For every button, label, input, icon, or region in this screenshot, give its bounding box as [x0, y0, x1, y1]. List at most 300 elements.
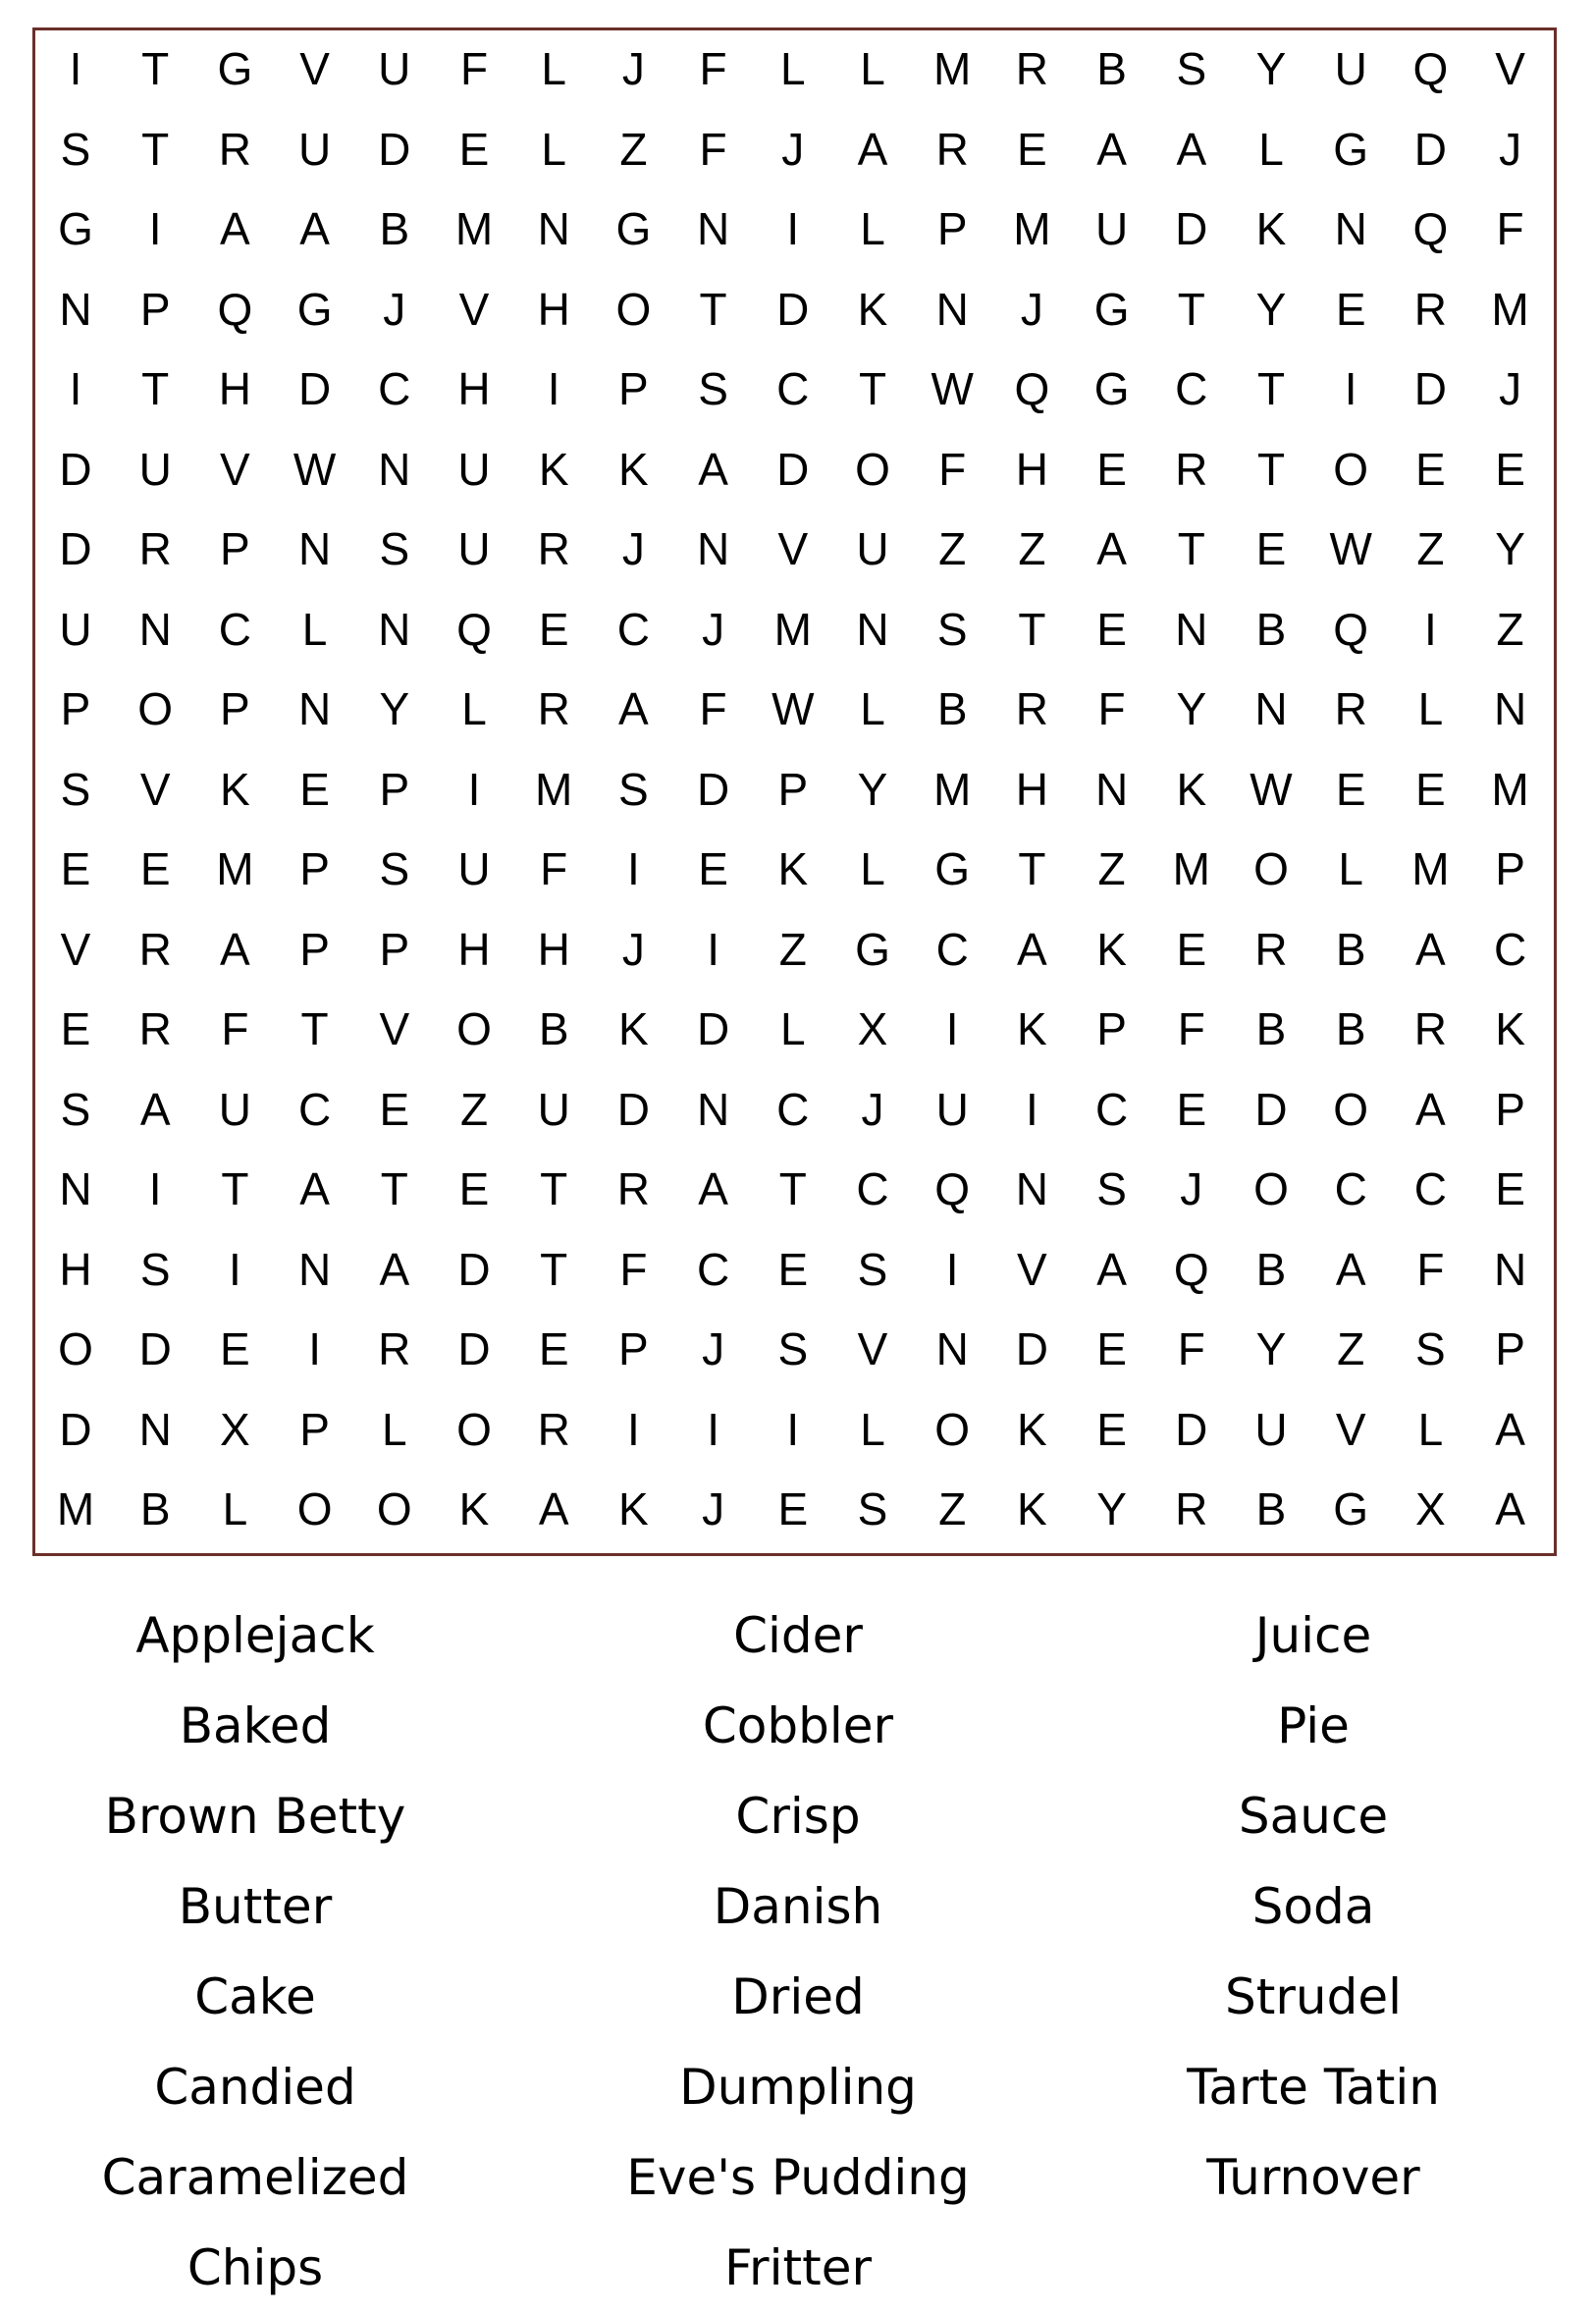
grid-letter[interactable]: O [376, 1483, 412, 1534]
grid-letter[interactable]: K [1017, 1403, 1047, 1455]
grid-letter[interactable]: K [1176, 763, 1207, 815]
grid-letter[interactable]: N [138, 1403, 172, 1455]
grid-letter[interactable]: A [618, 683, 649, 734]
grid-letter[interactable]: R [1175, 1483, 1208, 1534]
grid-letter[interactable]: N [297, 523, 332, 574]
grid-letter[interactable]: S [379, 523, 410, 574]
grid-letter[interactable]: T [699, 283, 727, 335]
grid-letter[interactable]: T [1177, 283, 1205, 335]
grid-letter[interactable]: H [1015, 443, 1048, 495]
grid-letter[interactable]: H [59, 1243, 92, 1295]
grid-letter[interactable]: E [1096, 1403, 1127, 1455]
grid-letter[interactable]: E [458, 123, 490, 175]
grid-letter[interactable]: F [540, 843, 568, 894]
grid-letter[interactable]: K [618, 1003, 649, 1054]
grid-letter[interactable]: P [1495, 1323, 1525, 1374]
grid-letter[interactable]: Z [1337, 1323, 1365, 1374]
grid-letter[interactable]: E [1495, 1163, 1525, 1214]
grid-letter[interactable]: K [1017, 1003, 1047, 1054]
grid-letter[interactable]: T [1256, 443, 1286, 495]
grid-letter[interactable]: K [1255, 203, 1287, 254]
grid-letter[interactable]: T [221, 1163, 249, 1214]
grid-letter[interactable]: P [1495, 1083, 1525, 1135]
grid-letter[interactable]: L [1417, 683, 1444, 734]
grid-letter[interactable]: V [220, 443, 250, 495]
grid-letter[interactable]: A [698, 1163, 728, 1214]
grid-letter[interactable]: Y [1255, 283, 1287, 335]
grid-letter[interactable]: I [945, 1243, 959, 1295]
grid-letter[interactable]: A [1415, 1083, 1446, 1135]
grid-letter[interactable]: C [1493, 923, 1527, 975]
grid-letter[interactable]: C [856, 1163, 889, 1214]
grid-letter[interactable]: S [60, 763, 91, 815]
grid-letter[interactable]: A [1096, 523, 1127, 574]
grid-letter[interactable]: I [1026, 1083, 1038, 1135]
grid-letter[interactable]: R [1015, 683, 1048, 734]
grid-letter[interactable]: Z [1416, 523, 1445, 574]
grid-letter[interactable]: J [702, 1323, 725, 1374]
grid-letter[interactable]: S [1176, 43, 1207, 94]
grid-letter[interactable]: E [139, 843, 171, 894]
grid-letter[interactable]: R [1413, 283, 1447, 335]
grid-letter[interactable]: M [1013, 203, 1051, 254]
grid-letter[interactable]: S [618, 763, 649, 815]
grid-letter[interactable]: B [1255, 603, 1287, 655]
grid-letter[interactable]: H [457, 363, 491, 414]
grid-letter[interactable]: C [776, 1083, 810, 1135]
grid-letter[interactable]: L [1258, 123, 1284, 175]
grid-letter[interactable]: L [461, 683, 487, 734]
grid-letter[interactable]: J [1180, 1163, 1203, 1214]
grid-letter[interactable]: I [627, 843, 640, 894]
grid-letter[interactable]: A [1176, 123, 1207, 175]
grid-letter[interactable]: E [777, 1483, 809, 1534]
grid-letter[interactable]: K [1495, 1003, 1525, 1054]
grid-letter[interactable]: E [1017, 123, 1047, 175]
grid-letter[interactable]: D [696, 763, 730, 815]
grid-letter[interactable]: H [537, 283, 570, 335]
grid-letter[interactable]: I [786, 203, 800, 254]
grid-letter[interactable]: Q [1173, 1243, 1209, 1295]
grid-letter[interactable]: E [538, 1323, 569, 1374]
grid-letter[interactable]: D [1175, 1403, 1208, 1455]
grid-letter[interactable]: W [293, 443, 337, 495]
grid-letter[interactable]: I [148, 203, 162, 254]
grid-letter[interactable]: O [456, 1003, 492, 1054]
grid-letter[interactable]: N [1334, 203, 1367, 254]
grid-letter[interactable]: F [619, 1243, 648, 1295]
grid-letter[interactable]: I [945, 1003, 959, 1054]
grid-letter[interactable]: E [1176, 923, 1207, 975]
grid-letter[interactable]: N [696, 523, 730, 574]
grid-letter[interactable]: L [382, 1403, 407, 1455]
grid-letter[interactable]: I [547, 363, 560, 414]
grid-letter[interactable]: O [1333, 1083, 1369, 1135]
grid-letter[interactable]: Q [1014, 363, 1050, 414]
grid-letter[interactable]: Z [938, 1483, 967, 1534]
grid-letter[interactable]: N [1493, 683, 1527, 734]
grid-letter[interactable]: I [308, 1323, 321, 1374]
grid-letter[interactable]: P [1096, 1003, 1127, 1054]
grid-letter[interactable]: X [857, 1003, 888, 1054]
grid-letter[interactable]: P [299, 923, 330, 975]
grid-letter[interactable]: R [935, 123, 969, 175]
grid-letter[interactable]: D [1413, 123, 1447, 175]
grid-letter[interactable]: P [379, 763, 410, 815]
grid-letter[interactable]: P [139, 283, 171, 335]
grid-letter[interactable]: T [858, 363, 887, 414]
grid-letter[interactable]: V [1495, 43, 1525, 94]
grid-letter[interactable]: L [1417, 1403, 1444, 1455]
grid-letter[interactable]: U [1254, 1403, 1288, 1455]
grid-letter[interactable]: D [1015, 1323, 1048, 1374]
grid-letter[interactable]: I [707, 1403, 719, 1455]
grid-letter[interactable]: E [1335, 283, 1366, 335]
grid-letter[interactable]: D [297, 363, 332, 414]
grid-letter[interactable]: M [773, 603, 812, 655]
grid-letter[interactable]: M [1411, 843, 1450, 894]
grid-letter[interactable]: N [935, 283, 969, 335]
grid-letter[interactable]: D [59, 1403, 92, 1455]
grid-letter[interactable]: H [1015, 763, 1048, 815]
grid-letter[interactable]: C [1334, 1163, 1367, 1214]
grid-letter[interactable]: S [379, 843, 410, 894]
grid-letter[interactable]: S [60, 123, 91, 175]
grid-letter[interactable]: S [60, 1083, 91, 1135]
grid-letter[interactable]: F [459, 43, 489, 94]
grid-letter[interactable]: E [1415, 763, 1446, 815]
grid-letter[interactable]: V [139, 763, 171, 815]
grid-letter[interactable]: B [1255, 1483, 1287, 1534]
grid-letter[interactable]: T [300, 1003, 329, 1054]
grid-letter[interactable]: O [934, 1403, 971, 1455]
grid-letter[interactable]: C [378, 363, 411, 414]
grid-letter[interactable]: V [857, 1323, 888, 1374]
grid-letter[interactable]: C [297, 1083, 332, 1135]
grid-letter[interactable]: N [1094, 763, 1129, 815]
grid-letter[interactable]: J [702, 603, 725, 655]
grid-letter[interactable]: A [220, 203, 250, 254]
grid-letter[interactable]: D [59, 523, 92, 574]
grid-letter[interactable]: Y [379, 683, 410, 734]
grid-letter[interactable]: B [936, 683, 968, 734]
grid-letter[interactable]: T [778, 1163, 807, 1214]
grid-letter[interactable]: F [699, 43, 727, 94]
grid-letter[interactable]: G [1333, 1483, 1369, 1534]
grid-letter[interactable]: E [698, 843, 728, 894]
grid-letter[interactable]: E [458, 1163, 490, 1214]
grid-letter[interactable]: L [1338, 843, 1363, 894]
grid-letter[interactable]: N [856, 603, 889, 655]
grid-letter[interactable]: V [1335, 1403, 1366, 1455]
grid-letter[interactable]: R [537, 683, 570, 734]
grid-letter[interactable]: E [1096, 603, 1127, 655]
grid-letter[interactable]: O [1253, 1163, 1289, 1214]
grid-letter[interactable]: N [59, 1163, 92, 1214]
grid-letter[interactable]: G [1093, 283, 1130, 335]
grid-letter[interactable]: L [780, 43, 806, 94]
grid-letter[interactable]: D [1175, 203, 1208, 254]
grid-letter[interactable]: I [69, 43, 82, 94]
grid-letter[interactable]: J [702, 1483, 725, 1534]
grid-letter[interactable]: E [1096, 443, 1127, 495]
grid-letter[interactable]: X [220, 1403, 250, 1455]
grid-letter[interactable]: Y [1255, 1323, 1287, 1374]
grid-letter[interactable]: P [777, 763, 809, 815]
grid-letter[interactable]: B [1096, 43, 1127, 94]
grid-letter[interactable]: V [1017, 1243, 1047, 1295]
grid-letter[interactable]: A [379, 1243, 410, 1295]
grid-letter[interactable]: K [857, 283, 888, 335]
grid-letter[interactable]: A [1096, 1243, 1127, 1295]
grid-letter[interactable]: V [299, 43, 330, 94]
grid-letter[interactable]: C [776, 363, 810, 414]
grid-letter[interactable]: Q [1412, 203, 1449, 254]
grid-letter[interactable]: F [1177, 1003, 1205, 1054]
grid-letter[interactable]: O [296, 1483, 333, 1534]
grid-letter[interactable]: P [936, 203, 968, 254]
grid-letter[interactable]: K [618, 1483, 649, 1534]
grid-letter[interactable]: N [378, 443, 411, 495]
grid-letter[interactable]: E [60, 843, 91, 894]
grid-letter[interactable]: N [1493, 1243, 1527, 1295]
grid-letter[interactable]: I [467, 763, 481, 815]
grid-letter[interactable]: Y [1176, 683, 1207, 734]
grid-letter[interactable]: R [138, 523, 172, 574]
grid-letter[interactable]: M [1491, 283, 1529, 335]
grid-letter[interactable]: O [58, 1323, 93, 1374]
grid-letter[interactable]: H [537, 923, 570, 975]
grid-letter[interactable]: Y [1096, 1483, 1127, 1534]
grid-letter[interactable]: U [138, 443, 172, 495]
grid-letter[interactable]: P [1495, 843, 1525, 894]
grid-letter[interactable]: R [138, 923, 172, 975]
grid-letter[interactable]: U [457, 443, 491, 495]
grid-letter[interactable]: R [537, 523, 570, 574]
grid-letter[interactable]: D [776, 283, 810, 335]
grid-letter[interactable]: T [1018, 843, 1046, 894]
grid-letter[interactable]: R [138, 1003, 172, 1054]
grid-letter[interactable]: B [1255, 1003, 1287, 1054]
grid-letter[interactable]: Y [1495, 523, 1525, 574]
grid-letter[interactable]: N [59, 283, 92, 335]
grid-letter[interactable]: N [297, 683, 332, 734]
grid-letter[interactable]: P [299, 843, 330, 894]
grid-letter[interactable]: B [379, 203, 410, 254]
grid-letter[interactable]: I [69, 363, 82, 414]
grid-letter[interactable]: L [860, 683, 885, 734]
grid-letter[interactable]: D [1254, 1083, 1288, 1135]
grid-letter[interactable]: I [148, 1163, 162, 1214]
grid-letter[interactable]: P [60, 683, 91, 734]
grid-letter[interactable]: E [220, 1323, 250, 1374]
grid-letter[interactable]: N [297, 1243, 332, 1295]
grid-letter[interactable]: I [786, 1403, 800, 1455]
grid-letter[interactable]: Z [938, 523, 967, 574]
grid-letter[interactable]: J [621, 43, 645, 94]
grid-letter[interactable]: Z [1097, 843, 1126, 894]
grid-letter[interactable]: U [218, 1083, 251, 1135]
grid-letter[interactable]: F [1496, 203, 1524, 254]
grid-letter[interactable]: Y [1255, 43, 1287, 94]
grid-letter[interactable]: K [777, 843, 809, 894]
grid-letter[interactable]: A [1017, 923, 1047, 975]
grid-letter[interactable]: N [696, 203, 730, 254]
grid-letter[interactable]: A [1415, 923, 1446, 975]
grid-letter[interactable]: U [537, 1083, 570, 1135]
grid-letter[interactable]: R [616, 1163, 650, 1214]
grid-letter[interactable]: A [1495, 1403, 1525, 1455]
grid-letter[interactable]: Z [619, 123, 648, 175]
grid-letter[interactable]: C [616, 603, 650, 655]
grid-letter[interactable]: G [296, 283, 333, 335]
grid-letter[interactable]: J [621, 523, 645, 574]
grid-letter[interactable]: Q [217, 283, 253, 335]
grid-letter[interactable]: T [1256, 363, 1286, 414]
grid-letter[interactable]: G [58, 203, 93, 254]
grid-letter[interactable]: T [1177, 523, 1205, 574]
grid-letter[interactable]: P [220, 683, 250, 734]
grid-letter[interactable]: D [1413, 363, 1447, 414]
grid-letter[interactable]: K [538, 443, 569, 495]
grid-letter[interactable]: Y [857, 763, 888, 815]
grid-letter[interactable]: P [618, 363, 649, 414]
grid-letter[interactable]: R [1413, 1003, 1447, 1054]
grid-letter[interactable]: E [777, 1243, 809, 1295]
grid-letter[interactable]: L [860, 43, 885, 94]
grid-letter[interactable]: Z [1496, 603, 1524, 655]
grid-letter[interactable]: R [218, 123, 251, 175]
grid-letter[interactable]: W [771, 683, 815, 734]
grid-letter[interactable]: F [221, 1003, 249, 1054]
grid-letter[interactable]: V [60, 923, 91, 975]
grid-letter[interactable]: D [59, 443, 92, 495]
grid-letter[interactable]: H [457, 923, 491, 975]
grid-letter[interactable]: J [1499, 123, 1522, 175]
grid-letter[interactable]: A [299, 1163, 330, 1214]
grid-letter[interactable]: N [935, 1323, 969, 1374]
grid-letter[interactable]: P [618, 1323, 649, 1374]
grid-letter[interactable]: E [1415, 443, 1446, 495]
grid-letter[interactable]: S [698, 363, 728, 414]
grid-letter[interactable]: L [222, 1483, 248, 1534]
grid-letter[interactable]: S [139, 1243, 171, 1295]
grid-letter[interactable]: F [699, 683, 727, 734]
grid-letter[interactable]: U [1334, 43, 1367, 94]
grid-letter[interactable]: A [857, 123, 888, 175]
grid-letter[interactable]: U [378, 43, 411, 94]
grid-letter[interactable]: S [936, 603, 968, 655]
grid-letter[interactable]: M [216, 843, 254, 894]
grid-letter[interactable]: K [1096, 923, 1127, 975]
grid-letter[interactable]: W [1329, 523, 1372, 574]
grid-letter[interactable]: R [1175, 443, 1208, 495]
grid-letter[interactable]: U [457, 523, 491, 574]
grid-letter[interactable]: R [1334, 683, 1367, 734]
grid-letter[interactable]: T [540, 1243, 568, 1295]
grid-letter[interactable]: O [456, 1403, 492, 1455]
grid-letter[interactable]: C [935, 923, 969, 975]
grid-letter[interactable]: T [540, 1163, 568, 1214]
grid-letter[interactable]: P [299, 1403, 330, 1455]
grid-letter[interactable]: R [1254, 923, 1288, 975]
grid-letter[interactable]: D [457, 1243, 491, 1295]
grid-letter[interactable]: N [138, 603, 172, 655]
grid-letter[interactable]: F [1177, 1323, 1205, 1374]
grid-letter[interactable]: N [696, 1083, 730, 1135]
grid-letter[interactable]: M [933, 43, 972, 94]
grid-letter[interactable]: C [1413, 1163, 1447, 1214]
grid-letter[interactable]: I [627, 1403, 640, 1455]
grid-letter[interactable]: O [1253, 843, 1289, 894]
grid-letter[interactable]: F [699, 123, 727, 175]
grid-letter[interactable]: K [220, 763, 250, 815]
grid-letter[interactable]: S [1096, 1163, 1127, 1214]
grid-letter[interactable]: M [1491, 763, 1529, 815]
grid-letter[interactable]: T [141, 43, 170, 94]
grid-letter[interactable]: Q [456, 603, 492, 655]
grid-letter[interactable]: M [933, 763, 972, 815]
grid-letter[interactable]: R [1015, 43, 1048, 94]
grid-letter[interactable]: C [1094, 1083, 1129, 1135]
grid-letter[interactable]: N [1254, 683, 1288, 734]
grid-letter[interactable]: K [618, 443, 649, 495]
grid-letter[interactable]: E [1255, 523, 1287, 574]
grid-letter[interactable]: V [777, 523, 809, 574]
grid-letter[interactable]: F [938, 443, 967, 495]
grid-letter[interactable]: P [379, 923, 410, 975]
grid-letter[interactable]: W [931, 363, 974, 414]
grid-letter[interactable]: Z [459, 1083, 489, 1135]
grid-letter[interactable]: Z [1018, 523, 1046, 574]
grid-letter[interactable]: S [1415, 1323, 1446, 1374]
grid-letter[interactable]: D [138, 1323, 172, 1374]
grid-letter[interactable]: O [855, 443, 890, 495]
grid-letter[interactable]: S [777, 1323, 809, 1374]
grid-letter[interactable]: L [541, 43, 566, 94]
grid-letter[interactable]: E [1495, 443, 1525, 495]
grid-letter[interactable]: E [1096, 1323, 1127, 1374]
grid-letter[interactable]: W [1250, 763, 1293, 815]
grid-letter[interactable]: E [299, 763, 330, 815]
grid-letter[interactable]: A [1335, 1243, 1366, 1295]
grid-letter[interactable]: S [857, 1483, 888, 1534]
grid-letter[interactable]: U [457, 843, 491, 894]
grid-letter[interactable]: G [217, 43, 253, 94]
grid-letter[interactable]: L [860, 1403, 885, 1455]
grid-letter[interactable]: G [1333, 123, 1369, 175]
grid-letter[interactable]: T [380, 1163, 408, 1214]
grid-letter[interactable]: D [616, 1083, 650, 1135]
grid-letter[interactable]: Z [778, 923, 807, 975]
grid-letter[interactable]: E [379, 1083, 410, 1135]
grid-letter[interactable]: A [698, 443, 728, 495]
grid-letter[interactable]: U [59, 603, 92, 655]
grid-letter[interactable]: I [1344, 363, 1357, 414]
grid-letter[interactable]: K [1017, 1483, 1047, 1534]
grid-letter[interactable]: L [301, 603, 328, 655]
grid-letter[interactable]: M [454, 203, 494, 254]
grid-letter[interactable]: L [780, 1003, 806, 1054]
grid-letter[interactable]: G [855, 923, 890, 975]
grid-letter[interactable]: E [1176, 1083, 1207, 1135]
grid-letter[interactable]: C [218, 603, 251, 655]
grid-letter[interactable]: B [1255, 1243, 1287, 1295]
grid-letter[interactable]: O [615, 283, 652, 335]
grid-letter[interactable]: F [1416, 1243, 1445, 1295]
grid-letter[interactable]: R [537, 1403, 570, 1455]
grid-letter[interactable]: J [861, 1083, 884, 1135]
